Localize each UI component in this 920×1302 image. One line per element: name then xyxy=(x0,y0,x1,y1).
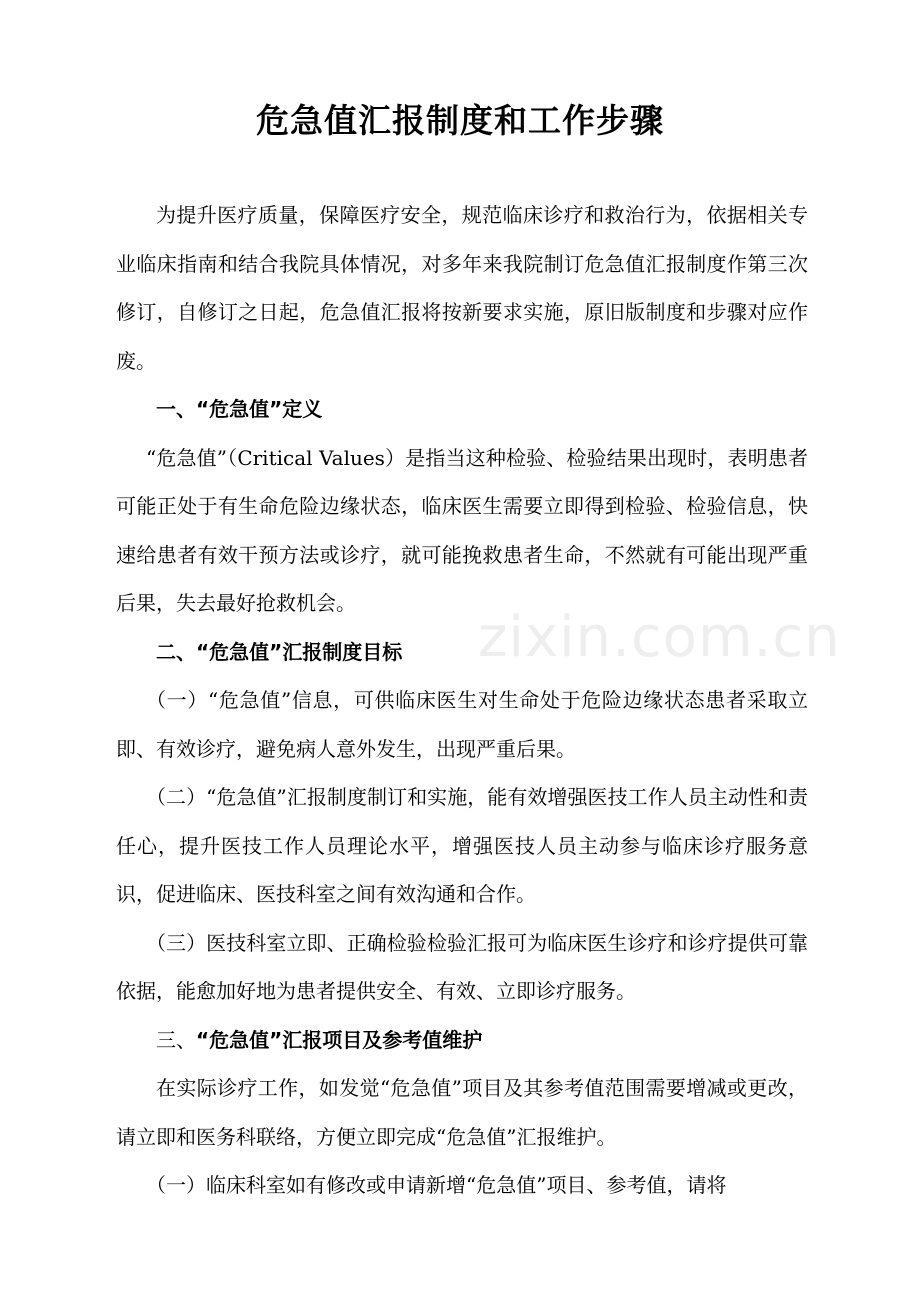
section-1-body: “危急值”（Critical Values）是指当这种检验、检验结果出现时，表明患者可能正处于有生命危险边缘状态，临床医生需要立即得到检验、检验信息，快速给患者有效干预方法或诊疗，就可能挽救患者生命，不然就有可能出现严重后果，失去最好抢救机会。 xyxy=(116,445,808,615)
section-1-heading: 一、“危急值”定义 xyxy=(156,397,323,421)
section-3-heading-number: 三、 xyxy=(156,1027,196,1052)
intro-paragraph: 为提升医疗质量，保障医疗安全，规范临床诊疗和救治行为，依据相关专业临床指南和结合我院具体情况，对多年来我院制订危急值汇报制度作第三次修订，自修订之日起，危急值汇报将按新要求实施，原旧版制度和步骤对应作废。 xyxy=(116,203,808,373)
section-3-body: 在实际诊疗工作，如发觉“危急值”项目及其参考值范围需要增减或更改，请立即和医务科联络，方便立即完成“危急值”汇报维护。 xyxy=(116,1076,808,1149)
section-2-heading: 二、“危急值”汇报制度目标 xyxy=(156,639,403,664)
section-2-item-1: （一）“危急值”信息，可供临床医生对生命处于危险边缘状态患者采取立即、有效诊疗，避免病人意外发生，出现严重后果。 xyxy=(116,688,808,761)
section-2-item-3: （三）医技科室立即、正确检验检验汇报可为临床医生诊疗和诊疗提供可靠依据，能愈加好地为患者提供安全、有效、立即诊疗服务。 xyxy=(116,930,808,1003)
watermark: zixin.com.cn xyxy=(478,605,841,670)
document-title: 危急值汇报制度和工作步骤 xyxy=(256,101,664,140)
document-body xyxy=(116,191,808,1210)
section-3-heading-text: “危急值”汇报项目及参考值维护 xyxy=(196,1027,483,1052)
section-2-item-2: （二）“危急值”汇报制度制订和实施，能有效增强医技工作人员主动性和责任心，提升医技工作人员理论水平，增强医技人员主动参与临床诊疗服务意识，促进临床、医技科室之间有效沟通和合作。 xyxy=(116,785,808,906)
section-3-item-1: （一）临床科室如有修改或申请新增“危急值”项目、参考值，请将 xyxy=(146,1173,727,1197)
section-3-heading xyxy=(116,1016,808,1065)
